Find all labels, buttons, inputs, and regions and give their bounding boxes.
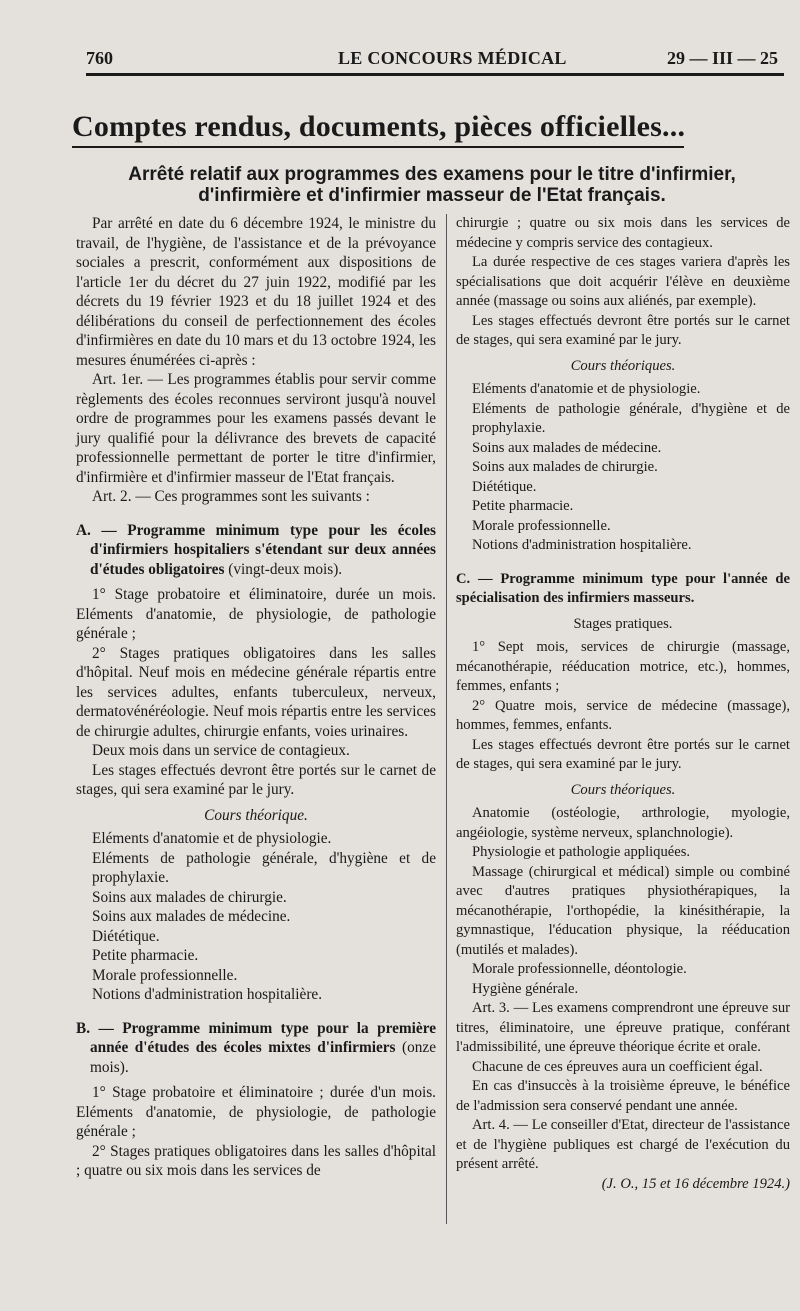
program-a-item-4: Les stages effectués devront être portés sur le carnet de stages, qui sera examiné par le jury. [76,761,436,798]
program-a-course: Eléments d'anatomie et de physiologie. [92,830,332,847]
program-b-course: Notions d'administration hospitalière. [472,537,692,553]
arrete-title [72,164,792,206]
program-b-course: Soins aux malades de médecine. [472,439,662,456]
column-divider [446,214,447,1224]
program-b-course: Eléments de pathologie générale, d'hygiène et de prophylaxie. [472,400,790,436]
program-b-heading [76,1019,436,1078]
article-3-coefficient: Chacune de ces épreuves aura un coefficient égal. [472,1058,763,1075]
arrete-title-line1: Arrêté relatif aux programmes des examens pour le titre d'infirmier, [128,164,736,185]
program-b-heading-bold: B. — Programme minimum type pour la première année d'études des écoles mixtes d'infirmiers [76,1019,436,1056]
program-b-course: Eléments d'anatomie et de physiologie. [472,381,701,397]
program-a-cours-heading: Cours théorique. [204,806,308,824]
program-a-course: Morale professionnelle. [92,966,238,984]
program-b-continuation: chirurgie ; quatre ou six mois dans les services de médecine y compris service des contagieux. [456,215,790,251]
program-c-course-4: Morale professionnelle, déontologie. [472,961,687,977]
program-a-item-2: 2° Stages pratiques obligatoires dans les salles d'hôpital. Neuf mois en médecine générale répartis entre les services adultes, enfants tuberculeux, nerveux, dermatovénéréologie. Neuf mois répartis entre les services de chirurgie adultes, chirurgie enfants, voies urinaires. [76,644,436,740]
program-c-stages-heading: Stages pratiques. [573,615,673,632]
article-4: Art. 4. — Le conseiller d'Etat, directeur de l'assistance et de l'hygiène publiques est chargé de l'exécution du présent arrêté. [456,1117,790,1172]
program-b-item-1: 1° Stage probatoire et éliminatoire ; durée d'un mois. Eléments d'anatomie, de physiologie, de pathologie générale ; [76,1084,436,1140]
program-a-course: Eléments de pathologie générale, d'hygiène et de prophylaxie. [92,849,436,886]
program-a-course: Notions d'administration hospitalière. [92,986,323,1003]
section-rule [72,146,684,148]
article-3-insucces: En cas d'insuccès à la troisième épreuve, le bénéfice de l'admission sera conservé pendant une année. [456,1078,790,1114]
program-a-course: Soins aux malades de médecine. [92,908,291,925]
program-b-course: Petite pharmacie. [472,498,574,514]
program-b-course: Morale professionnelle. [472,517,611,534]
left-column [76,214,436,1181]
right-column [456,214,790,1194]
program-a-course: Diététique. [92,927,160,945]
journal-title: LE CONCOURS MÉDICAL [338,48,567,68]
page-number: 760 [86,48,113,68]
program-a-heading [76,521,436,580]
program-c-course-3: Massage (chirurgical et médical) simple ou combiné avec d'autres pratiques physiothérapiques, la mécanothérapie, l'orthopédie, la kinésithérapie, la gymnastique, l'éducation physique, la rééducation (mutilés et malades). [456,863,790,958]
intro-paragraph: Par arrêté en date du 6 décembre 1924, le ministre du travail, de l'hygiène, de l'assistance et de la prévoyance sociales a prescrit, conformément aux dispositions de l'article 1er du décret du 27 juin 1922, modifié par les décrets du 19 février 1923 et du 18 juillet 1924 et des délibérations du conseil de perfectionnement des écoles d'infirmières en date du 10 mars et du 13 octobre 1924, les mesures énumérées ci-après : [76,215,436,369]
running-head [86,44,788,72]
article-1-text: — Les programmes établis pour servir comme règlements des écoles reconnues serviront jusqu'à nouvel ordre de programmes pour les examens passés devant le jury qualifié pour la délivrance des brevets de capacité professionnelle permettant de porter le titre d'infirmier, d'infirmière et d'infirmier masseur de l'Etat français. [76,371,436,486]
section-title: Comptes rendus, documents, pièces officielles... [72,110,686,143]
program-c-item-1: 1° Sept mois, services de chirurgie (massage, mécanothérapie, rééducation motrice, etc.), hommes, femmes, enfants ; [456,639,790,694]
program-b-cours-heading: Cours théoriques. [570,357,676,374]
article-2: Art. 2. — Ces programmes sont les suivants : [92,488,370,505]
article-3: Art. 3. — Les examens comprendront une épreuve sur titres, éliminatoire, une épreuve pratique, conférant l'admissibilité, une épreuve théorique écrite et orale. [456,1000,790,1055]
arrete-title-line2: d'infirmière et d'infirmier masseur de l'Etat français. [198,185,666,206]
source-citation: (J. O., 15 et 16 décembre 1924.) [601,1175,790,1192]
header-rule [86,73,784,76]
article-1 [76,370,436,487]
program-a-item-1: 1° Stage probatoire et éliminatoire, durée un mois. Eléments d'anatomie, de physiologie, de pathologie générale ; [76,586,436,642]
program-c-course-1: Anatomie (ostéologie, arthrologie, myologie, angéiologie, système nerveux, splanchnologie). [456,805,790,841]
article-1-label: Art. 1er. [92,371,144,388]
program-c-course-5: Hygiène générale. [472,980,579,997]
program-a-course: Petite pharmacie. [92,947,199,964]
program-a-heading-tail: (vingt-deux mois). [224,560,343,578]
program-a-item-3: Deux mois dans un service de contagieux. [92,742,350,759]
program-c-item-3: Les stages effectués devront être portés sur le carnet de stages, qui sera examiné par le jury. [456,736,790,772]
program-b-course: Diététique. [472,478,537,495]
program-a-course: Soins aux malades de chirurgie. [92,888,287,906]
program-c-item-2: 2° Quatre mois, service de médecine (massage), hommes, femmes, enfants. [456,697,790,733]
program-c-cours-heading: Cours théoriques. [570,781,676,798]
program-b-stages-note: Les stages effectués devront être portés sur le carnet de stages, qui sera examiné par le jury. [456,312,790,348]
program-b-heading-tail: (onze mois). [90,1039,436,1076]
program-c-heading [456,570,790,609]
program-a-heading-bold: A. — Programme minimum type pour les écoles d'infirmiers hospitaliers s'étendant sur deux années d'études obligatoires [76,521,436,578]
program-b-duration: La durée respective de ces stages variera d'après les spécialisations que doit acquérir l'élève en deuxième année (massage ou soins aux aliénés, par exemple). [456,254,790,309]
program-c-course-2: Physiologie et pathologie appliquées. [472,844,691,860]
program-b-course: Soins aux malades de chirurgie. [472,459,658,475]
program-c-heading-text: C. — Programme minimum type pour l'année de spécialisation des infirmiers masseurs. [456,570,790,606]
program-b-item-2: 2° Stages pratiques obligatoires dans les salles d'hôpital ; quatre ou six mois dans les services de [76,1142,436,1179]
issue-date: 29 — III — 25 [666,48,778,68]
